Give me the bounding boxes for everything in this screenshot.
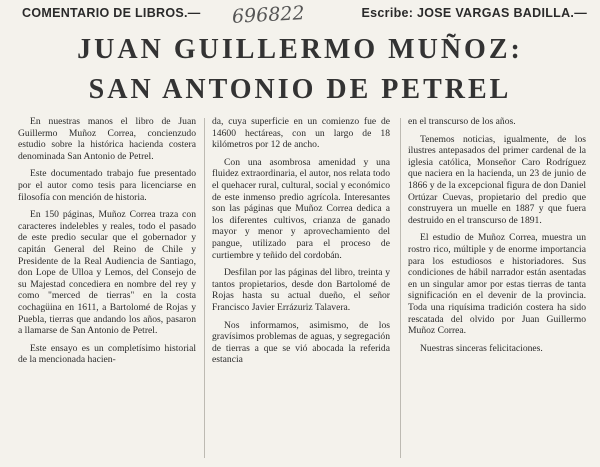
paragraph: da, cuya superficie en un comienzo fue de 14600 hectáreas, con un largo de 18 kilómetros por 12 de ancho.	[212, 116, 390, 151]
paragraph: En nuestras manos el libro de Juan Guillermo Muñoz Correa, concienzudo estudio sobre la histórica hacienda costera denominada San Antonio de Petrel.	[18, 116, 196, 162]
article-title-line-2: SAN ANTONIO DE PETREL	[88, 74, 512, 105]
handwritten-catalog-number: 696822	[231, 2, 306, 28]
paragraph: El estudio de Muñoz Correa, muestra un rostro rico, múltiple y de enorme importancia para los estudiosos e historiadores. Sus condiciones de hábil narrador están asentadas en un singular amor por estas tierras de tanta significación en el devenir de la provincia. Toda una riquísima tradición costera ha sido rescatada del olvido por Juan Guillermo Muñoz Correa.	[408, 232, 586, 337]
paragraph: Tenemos noticias, igualmente, de los ilustres antepasados del primer cardenal de la iglesia católica, Monseñor Caro Rodríguez que naciera en la hacienda, un 23 de junio de 1866 y de la excepcional figura de don Daniel Ortúzar Cuevas, propietario del predio que construyera un muelle en 1887 y que fuera destruido en el transcurso de 1891.	[408, 133, 586, 226]
paragraph: en el transcurso de los años.	[408, 116, 516, 127]
paragraph: Nos informamos, asimismo, de los gravísimos problemas de aguas, y segregación de tierras a que se vió abocada la referida estancia	[212, 319, 390, 366]
paragraph: Nuestras sinceras felicitaciones.	[420, 342, 543, 354]
text-column-1	[18, 116, 196, 372]
article-title-line-1: JUAN GUILLERMO MUÑOZ:	[77, 34, 523, 65]
paragraph: Este ensayo es un completísimo historial de la mencionada hacien-	[18, 342, 196, 366]
column-divider	[400, 118, 401, 458]
text-column-2	[212, 116, 390, 372]
section-label: COMENTARIO DE LIBROS.—	[22, 6, 201, 20]
paragraph: Con una asombrosa amenidad y una fluidez extraordinaria, el autor, nos relata todo el quehacer rural, cultural, social y económico de este inmenso predio agrícola. Interesantes son las páginas que Muñoz Correa dedica a los diferentes cultivos, crianza de ganado mayor y menor y aprovechamiento del pangue, utilizado para el proceso de curtiembre y teñido del cordobán.	[212, 156, 390, 261]
paragraph: Este documentado trabajo fue presentado por el autor como tesis para licenciarse en filosofía con mención de historia.	[18, 168, 196, 203]
byline: Escribe: JOSE VARGAS BADILLA.—	[361, 6, 587, 20]
paragraph: En 150 páginas, Muñoz Correa traza con caracteres indelebles y reales, todo el pasado de este predio secular que el gobernador y capitán General del Reino de Chile y Presidente de la Real Audiencia de Santiago, don Lope de Ulloa y Lemos, del Consejo de su Majestad concediera en nombre del rey y como "merced de tierras" en la costa cochagüina en 1611, a Bartolomé de Rojas y Puebla, tierras que andando los años, pasaron a llamarse de San Antonio de Petrel.	[18, 209, 196, 337]
paragraph: Desfilan por las páginas del libro, treinta y tantos propietarios, desde don Bartolomé de Rojas hasta su actual dueño, el señor Francisco Javier Errázuriz Talavera.	[212, 267, 390, 313]
column-divider	[204, 118, 205, 458]
text-column-3	[408, 116, 586, 360]
